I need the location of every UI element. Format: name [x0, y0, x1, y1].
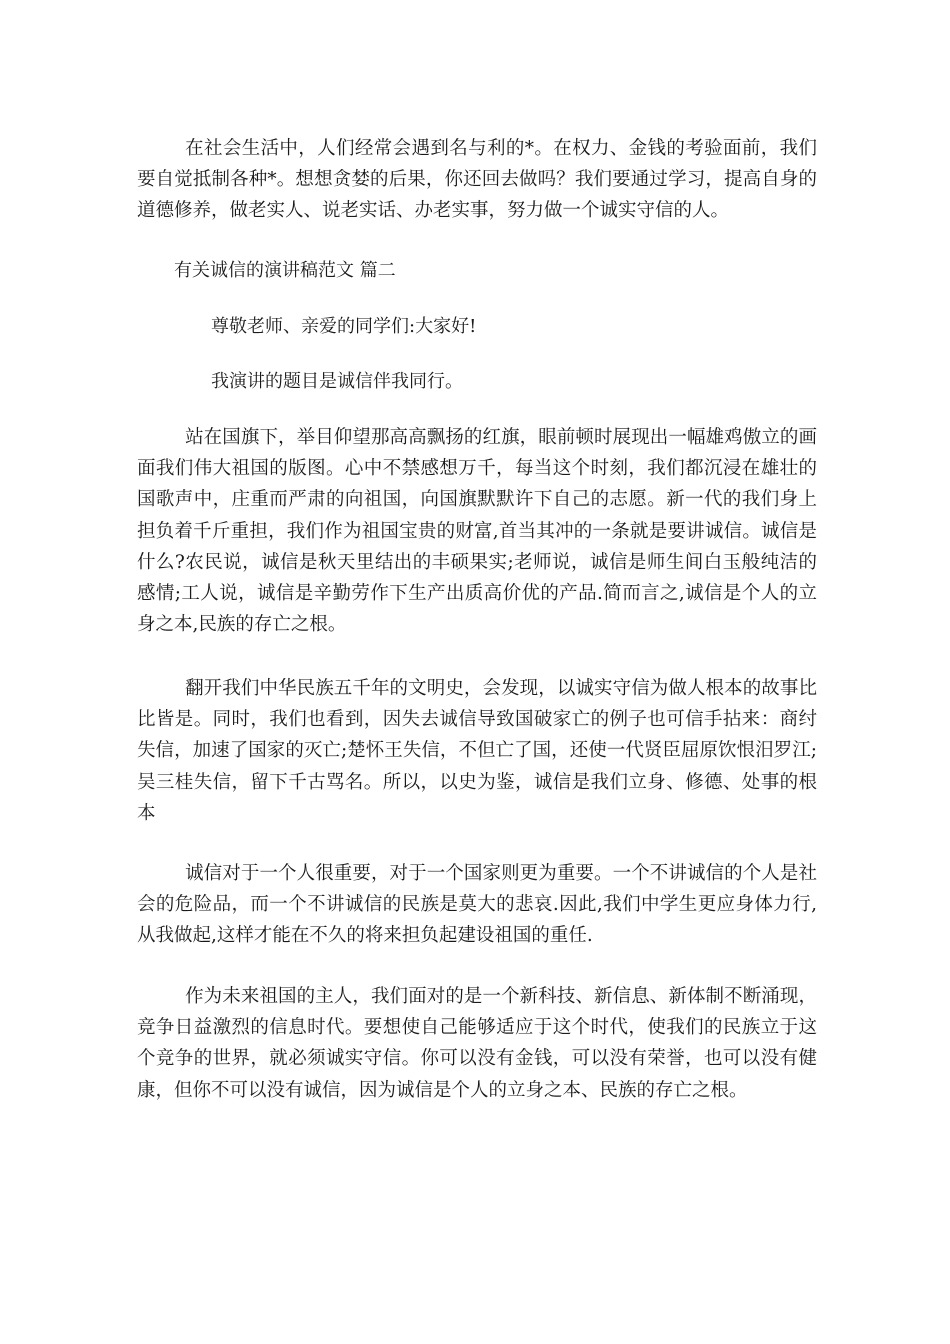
speech-topic: 我演讲的题目是诚信伴我同行。 — [211, 371, 463, 392]
paragraph-history: 翻开我们中华民族五千年的文明史，会发现，以诚实守信为做人根本的故事比比皆是。同时，我们也看到，因失去诚信导致国破家亡的例子也可信手拈来：商纣失信，加速了国家的灭亡;楚怀王失信，不但亡了国，还使一代贤臣屈原饮恨汨罗江;吴三桂失信，留下千古骂名。所以，以史为鉴，诚信是我们立身、修德、处事的根本 — [137, 678, 817, 824]
paragraph-future: 作为未来祖国的主人，我们面对的是一个新科技、新信息、新体制不断涌现，竞争日益激烈的信息时代。要想使自己能够适应于这个时代，使我们的民族立于这个竞争的世界，就必须诚实守信。你可以没有金钱，可以没有荣誉，也可以没有健康，但你不可以没有诚信，因为诚信是个人的立身之本、民族的存亡之根。 — [137, 986, 817, 1101]
paragraph-importance: 诚信对于一个人很重要，对于一个国家则更为重要。一个不讲诚信的个人是社会的危险品，而一个不讲诚信的民族是莫大的悲哀.因此,我们中学生更应身体力行,从我做起,这样才能在不久的将来担负起建设祖国的重任. — [137, 863, 817, 947]
section-title: 有关诚信的演讲稿范文 篇二 — [174, 260, 396, 281]
paragraph-intro: 在社会生活中，人们经常会遇到名与利的*。在权力、金钱的考验面前，我们要自觉抵制各种*。想想贪婪的后果，你还回去做吗？我们要通过学习，提高自身的道德修养，做老实人、说老实话、办老实事，努力做一个诚实守信的人。 — [137, 138, 817, 222]
speech-greeting: 尊敬老师、亲爱的同学们:大家好! — [211, 316, 477, 337]
paragraph-flag: 站在国旗下，举目仰望那高高飘扬的红旗，眼前顿时展现出一幅雄鸡傲立的画面我们伟大祖国的版图。心中不禁感想万千，每当这个时刻，我们都沉浸在雄壮的国歌声中，庄重而严肃的向祖国，向国旗默默许下自己的志愿。新一代的我们身上担负着千斤重担，我们作为祖国宝贵的财富,首当其冲的一条就是要讲诚信。诚信是什么?农民说，诚信是秋天里结出的丰硕果实;老师说，诚信是师生间白玉般纯洁的感情;工人说，诚信是辛勤劳作下生产出质高价优的产品.简而言之,诚信是个人的立身之本,民族的存亡之根。 — [137, 427, 817, 636]
